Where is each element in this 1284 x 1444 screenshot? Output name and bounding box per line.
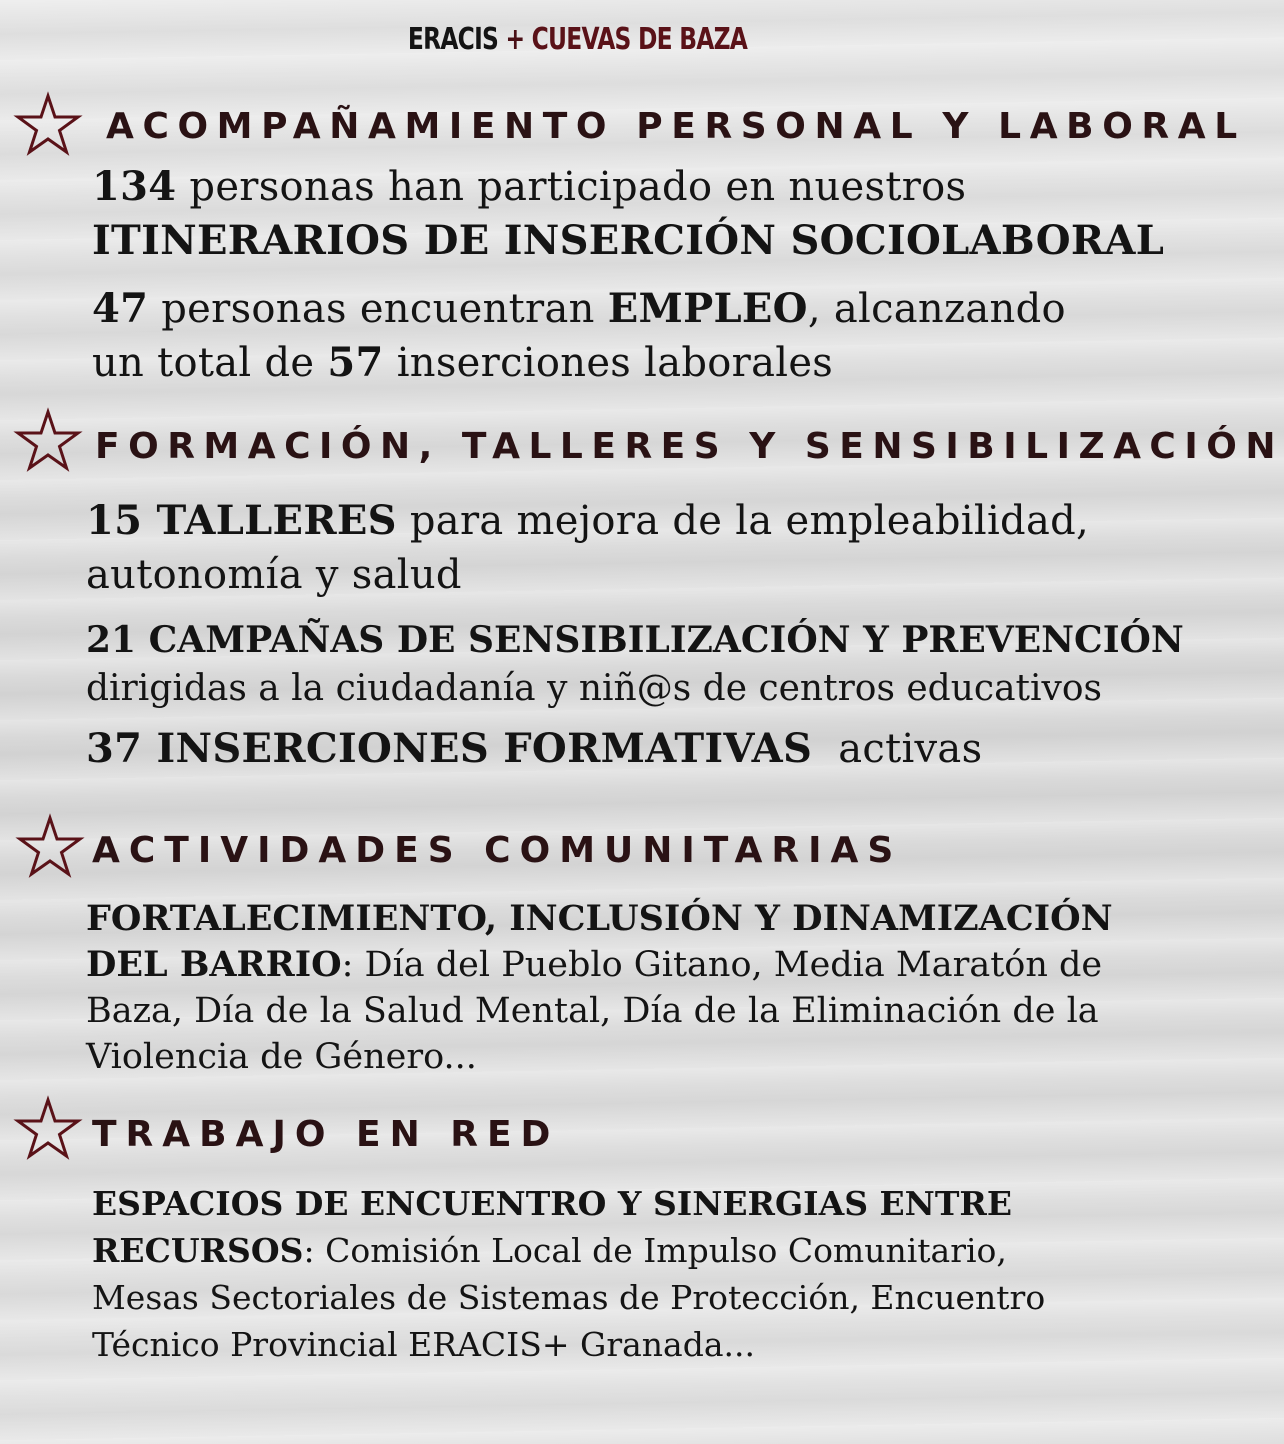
stat-trabajo-red — [92, 1180, 1045, 1368]
stat-text: dirigidas a la ciudadanía y niñ@s de centros educativos — [86, 668, 1102, 709]
section-title-trabajo: TRABAJO EN RED — [92, 1114, 560, 1155]
stat-number: 37 — [86, 725, 143, 772]
stat-text: : Comisión Local de Impulso Comunitario, — [303, 1231, 1007, 1270]
star-icon — [18, 814, 82, 878]
header-plus: + — [505, 22, 525, 57]
stat-text: : Día del Pueblo Gitano, Media Maratón de — [341, 945, 1103, 985]
star-icon — [16, 408, 80, 472]
stat-strong: INSERCIONES FORMATIVAS — [142, 725, 813, 772]
stat-strong: TALLERES — [142, 497, 397, 544]
stat-text: inserciones laborales — [383, 340, 834, 386]
section-title-formacion: FORMACIÓN, TALLERES Y SENSIBILIZACIÓN — [95, 426, 1284, 467]
page-header — [127, 22, 1028, 57]
stat-text: autonomía y salud — [86, 552, 462, 598]
stat-actividades — [86, 896, 1113, 1080]
stat-number: 57 — [327, 339, 384, 386]
header-place: CUEVAS DE BAZA — [531, 22, 748, 57]
stat-text: personas han participado en nuestros — [176, 164, 967, 210]
section-title-acompanamiento: ACOMPAÑAMIENTO PERSONAL Y LABORAL — [106, 106, 1246, 147]
stat-talleres — [86, 494, 1089, 602]
stat-text: un total de — [92, 340, 328, 386]
stat-text: , alcanzando — [807, 286, 1066, 332]
stat-text: personas encuentran — [148, 286, 608, 332]
stat-text: Violencia de Género... — [86, 1037, 477, 1077]
stat-number: 47 — [92, 285, 149, 332]
star-icon — [16, 92, 80, 156]
stat-empleo — [92, 282, 1066, 390]
stat-number: 21 — [86, 619, 137, 661]
stat-strong: CAMPAÑAS DE SENSIBILIZACIÓN Y PREVENCIÓN — [136, 619, 1184, 661]
stat-campanas — [86, 616, 1184, 713]
stat-strong: DEL BARRIO — [86, 944, 342, 985]
stat-text: para mejora de la empleabilidad, — [396, 498, 1090, 544]
stat-strong: ESPACIOS DE ENCUENTRO Y SINERGIAS ENTRE — [92, 1184, 1012, 1223]
stat-itinerarios — [92, 160, 1164, 268]
stat-strong: FORTALECIMIENTO, INCLUSIÓN Y DINAMIZACIÓN — [86, 898, 1113, 939]
stat-number: 134 — [92, 163, 177, 210]
section-title-actividades: ACTIVIDADES COMUNITARIAS — [92, 830, 903, 871]
stat-strong: ITINERARIOS DE INSERCIÓN SOCIOLABORAL — [92, 217, 1165, 264]
stat-number: 15 — [86, 497, 143, 544]
stat-strong: EMPLEO — [607, 285, 808, 332]
stat-text: Técnico Provincial ERACIS+ Granada... — [92, 1325, 755, 1364]
stat-inserciones-formativas — [86, 722, 982, 776]
stat-text: Mesas Sectoriales de Sistemas de Protección, Encuentro — [92, 1278, 1046, 1317]
stat-text: Baza, Día de la Salud Mental, Día de la Eliminación de la — [86, 991, 1099, 1031]
stat-strong: RECURSOS — [92, 1231, 304, 1270]
header-brand: ERACIS — [407, 22, 499, 57]
stat-text: activas — [812, 726, 983, 772]
star-icon — [16, 1096, 80, 1160]
